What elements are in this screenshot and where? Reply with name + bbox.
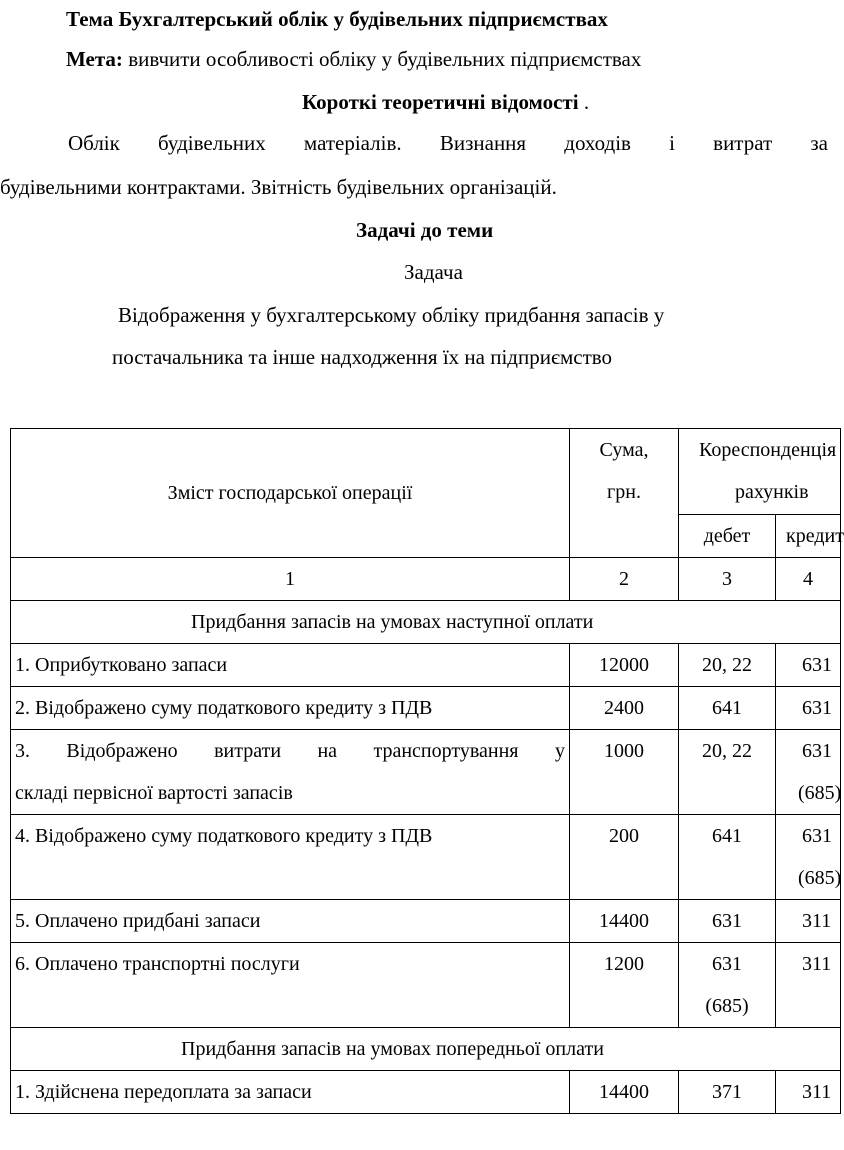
operation-text: 5. Оплачено придбані запаси xyxy=(11,900,570,943)
operation-text: 4. Відображено суму податкового кредиту з ПДВ xyxy=(11,815,570,900)
table-number-row xyxy=(11,558,841,601)
column-number: 4 xyxy=(776,558,841,601)
operations-table xyxy=(10,428,844,1114)
header-corr-line-2: рахунків xyxy=(735,481,809,503)
theory-dot: . xyxy=(583,90,590,114)
goal-line xyxy=(66,46,641,72)
theory-word: доходів xyxy=(564,131,631,155)
table-row xyxy=(11,900,841,943)
column-number: 2 xyxy=(570,558,679,601)
operation-credit: 311 xyxy=(776,943,841,1028)
header-debit: дебет xyxy=(679,515,776,558)
column-number: 1 xyxy=(11,558,570,601)
topic-title: Тема Бухгалтерський облік у будівельних підприємствах xyxy=(66,7,608,31)
theory-line-1 xyxy=(68,130,828,156)
task-label: Задача xyxy=(404,260,463,284)
operation-word: транспортування xyxy=(373,740,519,762)
operation-credit-line-1: 631 xyxy=(802,740,832,762)
table-row xyxy=(11,644,841,687)
section-title: Придбання запасів на умовах попередньої оплати xyxy=(11,1028,841,1071)
operation-credit: 631 xyxy=(776,687,841,730)
theory-word: і xyxy=(669,131,675,155)
operation-text: 2. Відображено суму податкового кредиту з ПДВ xyxy=(11,687,570,730)
operation-text: 1. Здійснена передоплата за запаси xyxy=(11,1071,570,1114)
column-number: 3 xyxy=(679,558,776,601)
operation-word: витрати xyxy=(214,740,282,762)
operation-text-line-1 xyxy=(15,730,565,772)
header-correspondence xyxy=(679,429,841,515)
section-title: Придбання запасів на умовах наступної оплати xyxy=(11,601,841,644)
theory-word: за xyxy=(810,131,828,155)
table-row xyxy=(11,687,841,730)
operation-sum: 12000 xyxy=(570,644,679,687)
table-row xyxy=(11,943,841,1028)
operation-credit-line-2: (685) xyxy=(798,867,842,889)
tasks-title: Задачі до теми xyxy=(356,218,494,242)
operation-word: Відображено xyxy=(66,740,178,762)
operation-debit: 641 xyxy=(679,815,776,900)
operation-credit: 311 xyxy=(776,1071,841,1114)
operation-credit: 311 xyxy=(776,900,841,943)
operation-word: на xyxy=(317,740,338,762)
theory-word: Облік xyxy=(68,131,120,155)
operation-debit: 641 xyxy=(679,687,776,730)
operation-sum: 1200 xyxy=(570,943,679,1028)
operation-text: 1. Оприбутковано запаси xyxy=(11,644,570,687)
task-desc-line-2: постачальника та інше надходження їх на підприємство xyxy=(112,345,613,369)
operation-debit: 631 xyxy=(679,900,776,943)
operation-sum: 14400 xyxy=(570,900,679,943)
operation-debit-line-1: 631 xyxy=(712,953,742,975)
operation-debit: 371 xyxy=(679,1071,776,1114)
operation-credit xyxy=(776,730,841,815)
operation-credit-line-2: (685) xyxy=(798,782,842,804)
operation-credit xyxy=(776,815,841,900)
header-content: Зміст господарської операції xyxy=(11,429,570,558)
header-sum-line-1: Сума, xyxy=(599,439,649,461)
table-row xyxy=(11,1071,841,1114)
section-row xyxy=(11,601,841,644)
operation-sum: 14400 xyxy=(570,1071,679,1114)
operation-sum: 200 xyxy=(570,815,679,900)
operation-text-line-2: складі первісної вартості запасів xyxy=(15,782,293,804)
table-header-row xyxy=(11,429,841,515)
operation-debit xyxy=(679,943,776,1028)
operation-debit: 20, 22 xyxy=(679,644,776,687)
operation-credit-line-1: 631 xyxy=(802,825,832,847)
operation-word: 3. xyxy=(15,740,30,762)
operation-debit: 20, 22 xyxy=(679,730,776,815)
operation-debit-line-2: (685) xyxy=(705,995,749,1017)
theory-line-2: будівельними контрактами. Звітність будівельних організацій. xyxy=(0,175,557,199)
section-row xyxy=(11,1028,841,1071)
operation-text: 6. Оплачено транспортні послуги xyxy=(11,943,570,1028)
theory-word: матеріалів. xyxy=(303,131,402,155)
theory-word: витрат xyxy=(713,131,773,155)
header-corr-line-1: Кореспонденція xyxy=(699,439,837,461)
operation-credit: 631 xyxy=(776,644,841,687)
task-desc-line-1: Відображення у бухгалтерському обліку придбання запасів у xyxy=(118,303,665,327)
header-credit: кредит xyxy=(776,515,841,558)
theory-heading xyxy=(302,89,589,115)
header-sum-line-2: грн. xyxy=(607,481,641,503)
operation-word: у xyxy=(554,740,565,762)
table-row xyxy=(11,730,841,815)
goal-label: Мета: xyxy=(66,47,123,71)
theory-word: Визнання xyxy=(439,131,527,155)
theory-word: будівельних xyxy=(158,131,266,155)
header-sum xyxy=(570,429,679,558)
operation-sum: 1000 xyxy=(570,730,679,815)
table-row xyxy=(11,815,841,900)
theory-title: Короткі теоретичні відомості xyxy=(302,90,579,114)
operation-text xyxy=(11,730,570,815)
operation-sum: 2400 xyxy=(570,687,679,730)
goal-text: вивчити особливості обліку у будівельних підприємствах xyxy=(128,47,642,71)
